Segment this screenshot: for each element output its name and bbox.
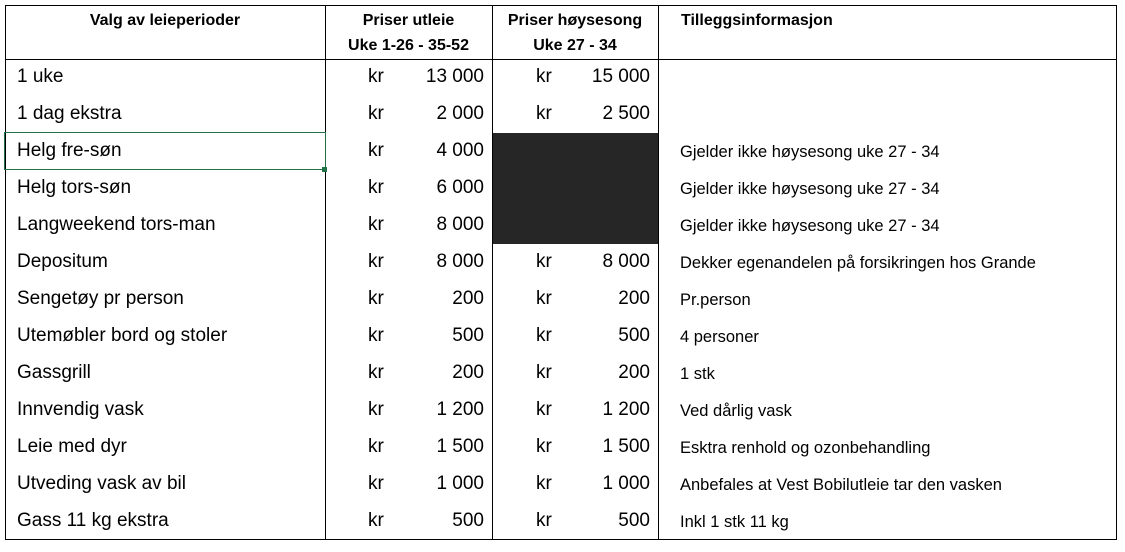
high-season-value: 15 000 [591, 66, 650, 87]
row-label: Gass 11 kg ekstra [17, 510, 169, 531]
currency-label: kr [368, 473, 384, 494]
currency-label: kr [536, 103, 552, 124]
high-season-value: 8 000 [602, 251, 650, 272]
grid-line [5, 5, 6, 540]
currency-label: kr [368, 510, 384, 531]
grid-line [5, 5, 1117, 6]
info-text: Pr.person [680, 291, 751, 309]
currency-label: kr [368, 288, 384, 309]
row-label: 1 uke [17, 66, 64, 87]
header-high-line1: Priser høysesong [507, 12, 643, 29]
header-info: Tilleggsinformasjon [681, 12, 833, 29]
price-value: 500 [452, 325, 484, 346]
info-text: Gjelder ikke høysesong uke 27 - 34 [680, 217, 940, 235]
currency-label: kr [536, 399, 552, 420]
row-label: Leie med dyr [17, 436, 127, 457]
header-price-line1: Priser utleie [362, 12, 455, 29]
blackout-cell [493, 133, 658, 244]
price-value: 1 000 [436, 473, 484, 494]
grid-line [325, 5, 326, 540]
row-label: Helg fre-søn [17, 140, 122, 161]
info-text: Anbefales at Vest Bobilutleie tar den vasken [680, 476, 1002, 494]
price-value: 200 [452, 288, 484, 309]
price-value: 1 200 [436, 399, 484, 420]
info-text: Ved dårlig vask [680, 402, 792, 420]
currency-label: kr [536, 510, 552, 531]
currency-label: kr [368, 140, 384, 161]
row-label: Helg tors-søn [17, 177, 132, 198]
high-season-value: 500 [618, 510, 650, 531]
row-label: Utemøbler bord og stoler [17, 325, 228, 346]
price-value: 1 500 [436, 436, 484, 457]
currency-label: kr [536, 325, 552, 346]
grid-line [5, 539, 1117, 540]
fill-handle[interactable] [322, 167, 327, 172]
info-text: Esktra renhold og ozonbehandling [680, 439, 931, 457]
price-value: 500 [452, 510, 484, 531]
currency-label: kr [536, 362, 552, 383]
price-value: 8 000 [436, 214, 484, 235]
row-label: Gassgrill [17, 362, 91, 383]
price-value: 4 000 [436, 140, 484, 161]
high-season-value: 1 500 [602, 436, 650, 457]
currency-label: kr [368, 66, 384, 87]
header-period: Valg av leieperioder [89, 12, 241, 29]
currency-label: kr [368, 325, 384, 346]
currency-label: kr [368, 177, 384, 198]
price-value: 8 000 [436, 251, 484, 272]
info-text: Dekker egenandelen på forsikringen hos Grande [680, 254, 1036, 272]
row-label: Depositum [17, 251, 108, 272]
currency-label: kr [536, 251, 552, 272]
currency-label: kr [536, 288, 552, 309]
price-value: 2 000 [436, 103, 484, 124]
high-season-value: 200 [618, 288, 650, 309]
info-text: Gjelder ikke høysesong uke 27 - 34 [680, 143, 940, 161]
currency-label: kr [368, 399, 384, 420]
price-value: 6 000 [436, 177, 484, 198]
info-text: Gjelder ikke høysesong uke 27 - 34 [680, 180, 940, 198]
row-label: Innvendig vask [17, 399, 144, 420]
currency-label: kr [536, 473, 552, 494]
high-season-value: 1 200 [602, 399, 650, 420]
currency-label: kr [368, 103, 384, 124]
price-value: 13 000 [425, 66, 484, 87]
header-high-line2: Uke 27 - 34 [533, 37, 617, 54]
grid-line [658, 5, 659, 540]
currency-label: kr [536, 66, 552, 87]
currency-label: kr [368, 436, 384, 457]
currency-label: kr [368, 362, 384, 383]
grid-line [5, 59, 1117, 60]
info-text: Inkl 1 stk 11 kg [680, 513, 789, 531]
info-text: 4 personer [680, 328, 759, 346]
price-table [5, 5, 1117, 540]
high-season-value: 200 [618, 362, 650, 383]
info-text: 1 stk [680, 365, 715, 383]
row-label: 1 dag ekstra [17, 103, 122, 124]
grid-line [1116, 5, 1117, 540]
row-label: Utveding vask av bil [17, 473, 186, 494]
high-season-value: 2 500 [602, 103, 650, 124]
currency-label: kr [536, 436, 552, 457]
grid-line [492, 5, 493, 540]
currency-label: kr [368, 214, 384, 235]
header-price-line2: Uke 1-26 - 35-52 [348, 37, 469, 54]
high-season-value: 500 [618, 325, 650, 346]
row-label: Sengetøy pr person [17, 288, 184, 309]
price-value: 200 [452, 362, 484, 383]
currency-label: kr [368, 251, 384, 272]
row-label: Langweekend tors-man [17, 214, 216, 235]
high-season-value: 1 000 [602, 473, 650, 494]
